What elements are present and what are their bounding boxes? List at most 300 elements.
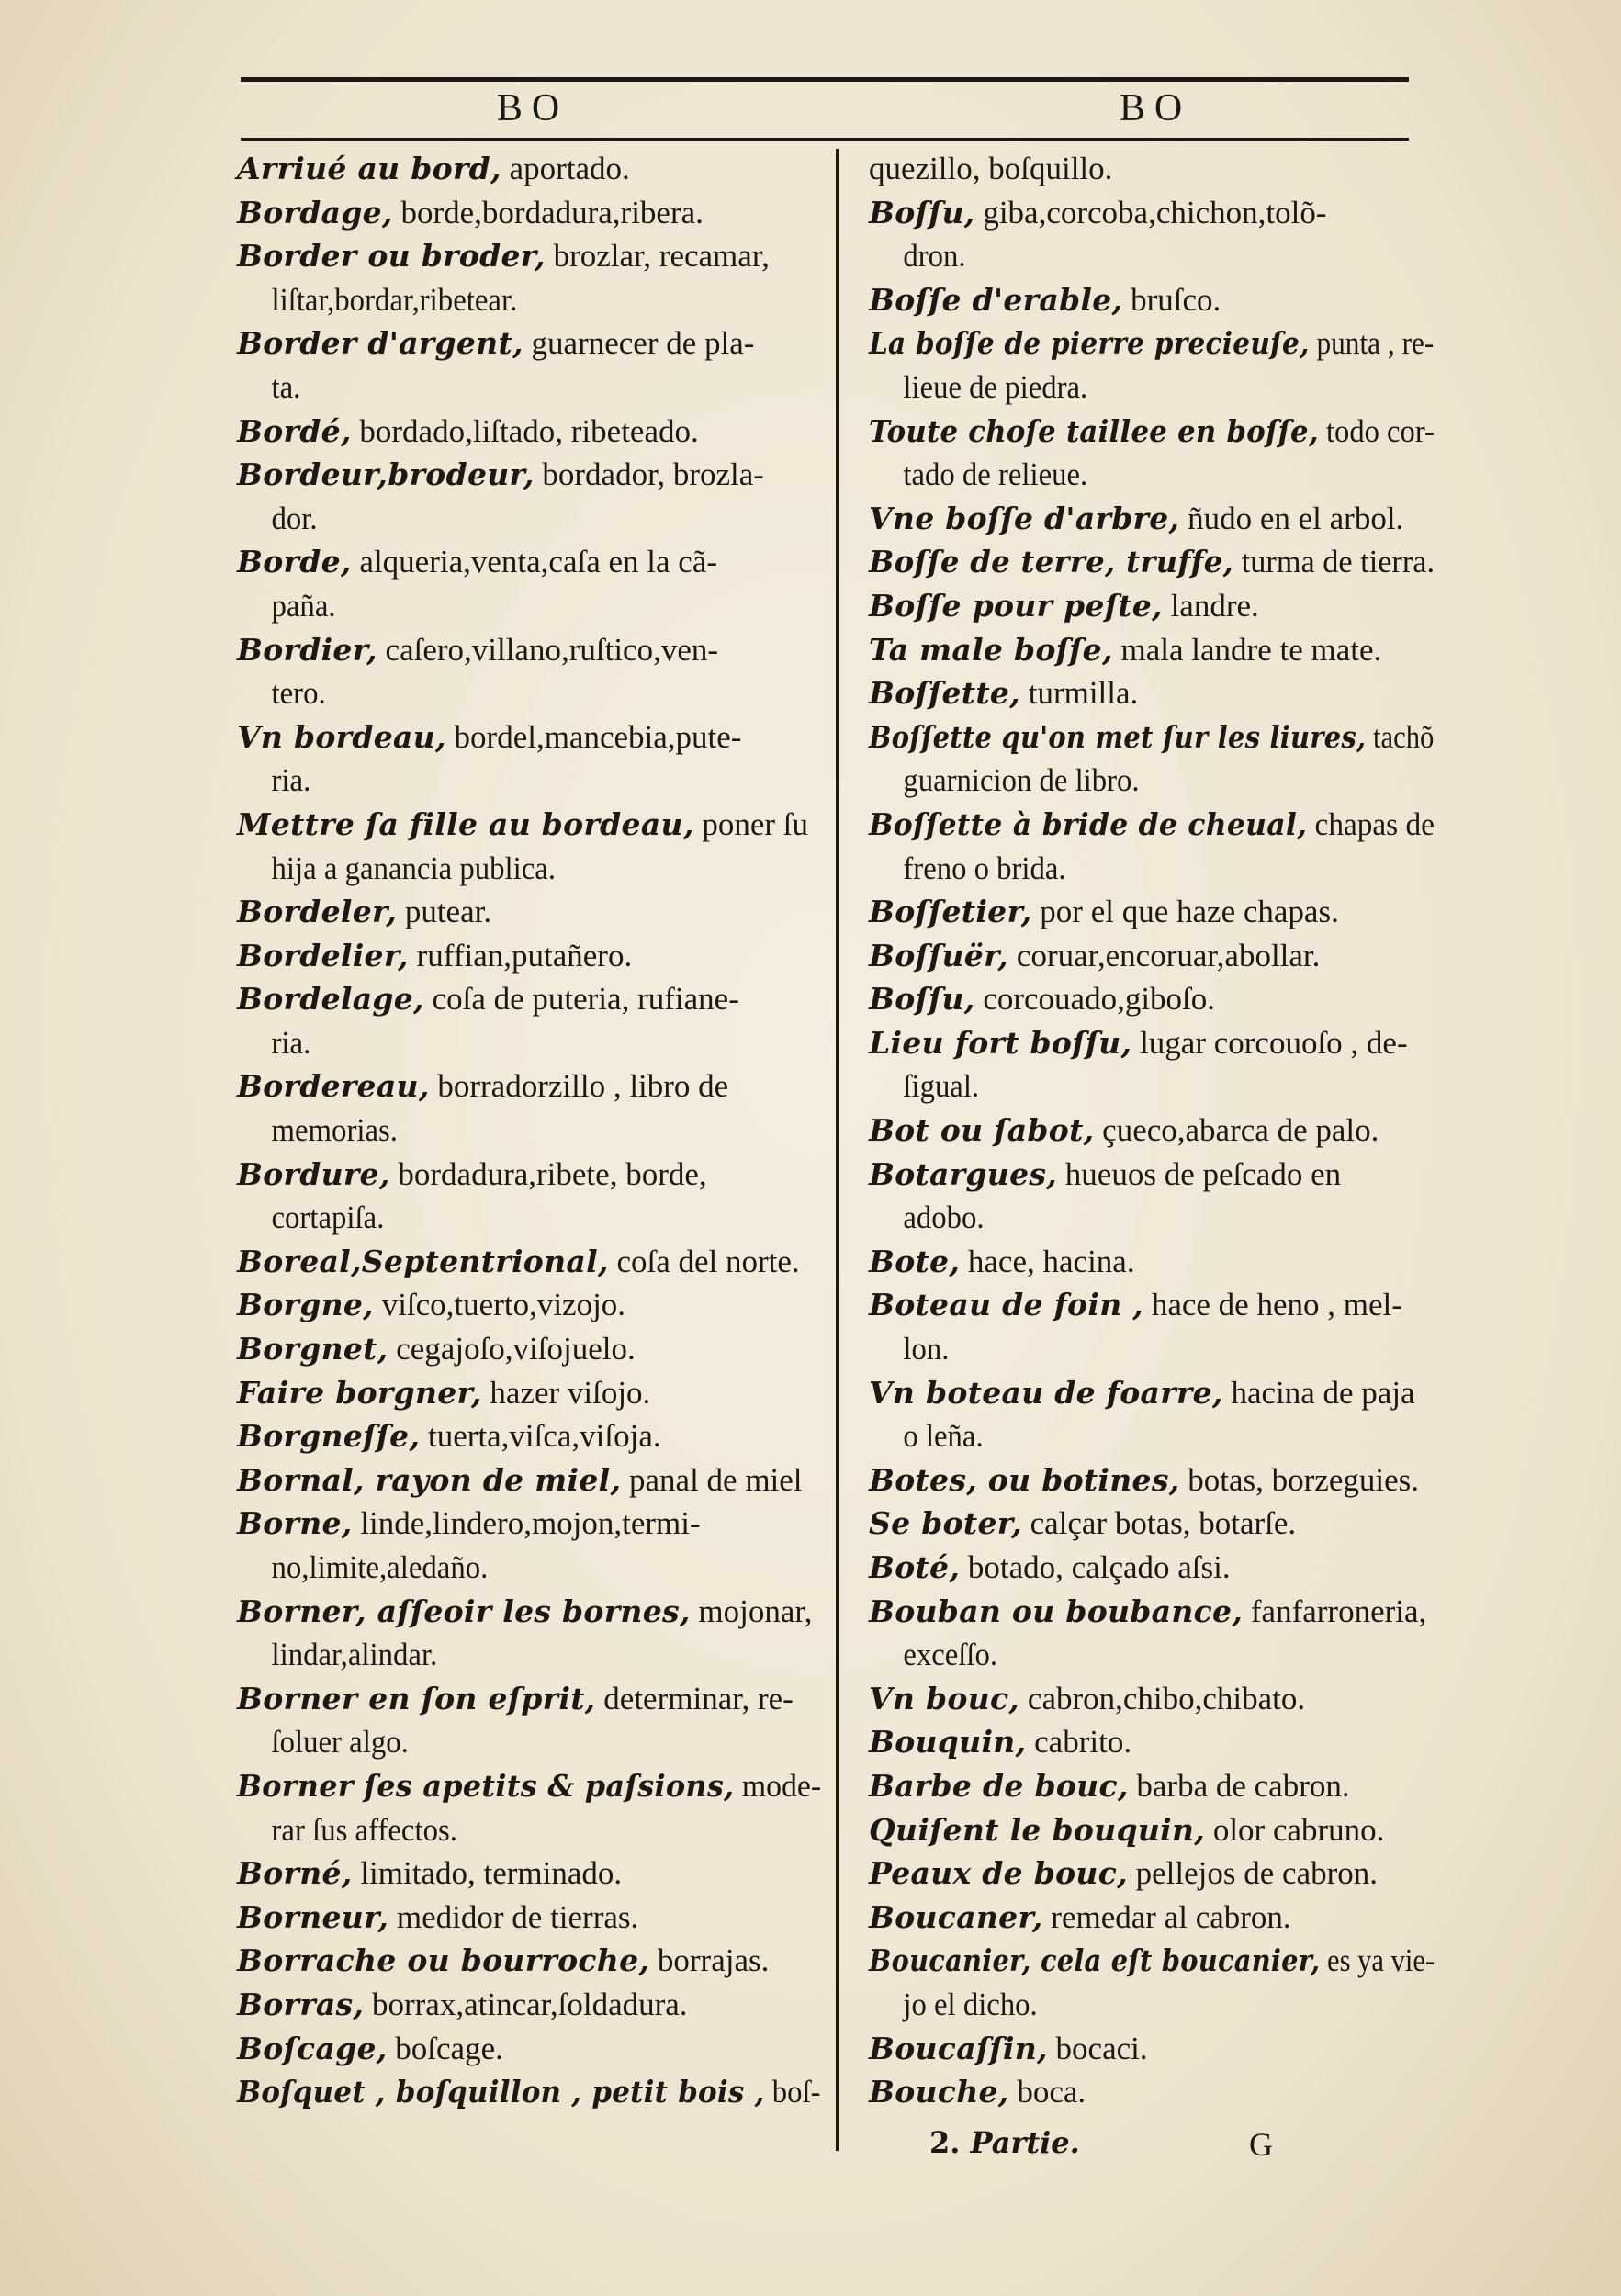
- headword: Bordelage,: [237, 981, 424, 1018]
- dictionary-entry: [237, 715, 821, 803]
- headword: Peaux de bouc,: [869, 1855, 1128, 1892]
- entry-line: [869, 147, 1435, 191]
- headword: Boſſette qu'on met ſur les liures,: [869, 718, 1367, 755]
- definition: lugar corcouoſo , de-: [1131, 1024, 1408, 1061]
- definition: punta , re-: [1309, 325, 1435, 362]
- entry-continuation: [237, 847, 784, 891]
- dictionary-entry: [237, 977, 821, 1064]
- entry-line: [869, 715, 1435, 760]
- dictionary-entry: [869, 191, 1435, 278]
- headword: Boſſe pour peſte,: [869, 587, 1163, 624]
- headword: Boſſette à bride de cheual,: [869, 805, 1308, 842]
- entry-continuation: [869, 1064, 1398, 1109]
- entry-line: [237, 410, 821, 454]
- dictionary-entry: [869, 715, 1435, 803]
- definition: ria.: [271, 762, 311, 799]
- dictionary-entry: [869, 1764, 1435, 1808]
- entry-line: [237, 1677, 821, 1721]
- entry-line: [869, 1153, 1435, 1197]
- definition: boſcage.: [387, 2030, 503, 2066]
- definition: ſoluer algo.: [271, 1724, 409, 1761]
- entry-line: [869, 321, 1435, 366]
- headword: Borgneſſe,: [237, 1418, 421, 1455]
- dictionary-entry: [869, 1371, 1435, 1458]
- definition: bruſco.: [1122, 281, 1221, 318]
- dictionary-entry: [237, 1939, 821, 1983]
- headword: Bordier,: [237, 631, 377, 668]
- definition: hija a ganancia publica.: [271, 850, 557, 886]
- headword: Borrache ou bourroche,: [237, 1942, 650, 1979]
- definition: bordador, brozla-: [534, 456, 764, 493]
- entry-continuation: [869, 759, 1398, 803]
- dictionary-entry: [237, 410, 821, 454]
- entry-continuation: [869, 1327, 1398, 1371]
- headword: Boucanier, cela eſt boucanier,: [869, 1942, 1321, 1979]
- headword: Borras,: [237, 1986, 365, 2022]
- entry-line: [869, 1939, 1435, 1983]
- entry-line: [237, 1327, 821, 1371]
- definition: çueco,abarca de palo.: [1094, 1112, 1379, 1149]
- definition: mala landre te mate.: [1112, 631, 1382, 668]
- entry-line: [869, 1240, 1435, 1284]
- running-head-left: BO: [496, 87, 569, 129]
- dictionary-entry: [869, 977, 1435, 1021]
- dictionary-entry: [869, 628, 1435, 672]
- definition: lon.: [903, 1331, 950, 1367]
- entry-line: [869, 497, 1435, 541]
- dictionary-entry: [869, 1458, 1435, 1503]
- dictionary-entry: [869, 934, 1435, 978]
- headword: Botes, ou botines,: [869, 1461, 1180, 1498]
- signature-number: 2.: [929, 2125, 961, 2160]
- definition: ta.: [271, 368, 301, 405]
- headword: Arriué au bord,: [237, 151, 501, 186]
- entry-continuation: [237, 1109, 784, 1153]
- headword: Bote,: [869, 1243, 961, 1279]
- definition: coſa del norte.: [608, 1243, 800, 1279]
- definition: ñudo en el arbol.: [1179, 500, 1404, 536]
- headword: Bordereau,: [237, 1068, 430, 1105]
- entry-line: [869, 1677, 1435, 1721]
- headword: Boucaner,: [869, 1898, 1043, 1935]
- dictionary-entry: [237, 453, 821, 540]
- headword: Bouche,: [869, 2074, 1009, 2110]
- entry-line: [869, 803, 1435, 847]
- entry-line: [237, 1283, 821, 1327]
- headword: Borner ſes apetits & paſsions,: [237, 1767, 735, 1804]
- entry-line: [237, 1939, 821, 1983]
- definition: determinar, re-: [595, 1680, 794, 1716]
- dictionary-entry: [869, 2027, 1435, 2071]
- part-label: Partie.: [970, 2125, 1080, 2160]
- definition: barba de cabron.: [1128, 1767, 1350, 1804]
- dictionary-entry: [869, 1283, 1435, 1370]
- entry-line: [869, 584, 1435, 628]
- definition: memorias.: [271, 1112, 399, 1149]
- dictionary-entry: [869, 1021, 1435, 1109]
- dictionary-entry: [237, 1896, 821, 1940]
- definition: cegajoſo,viſojuelo.: [388, 1331, 636, 1367]
- dictionary-entry: [869, 584, 1435, 628]
- definition: pellejos de cabron.: [1127, 1855, 1379, 1892]
- entry-line: [237, 2027, 821, 2071]
- headword: Boſſu,: [869, 981, 975, 1018]
- definition: hace de heno , mel-: [1143, 1287, 1402, 1323]
- entry-continuation: [237, 759, 784, 803]
- dictionary-entry: [869, 1939, 1435, 2026]
- column-divider: [836, 149, 839, 2151]
- definition: borradorzillo , libro de: [429, 1068, 729, 1105]
- headword: Bordure,: [237, 1155, 390, 1192]
- headword: Bouban ou boubance,: [869, 1593, 1244, 1629]
- headword: Boté,: [869, 1549, 961, 1585]
- headword: Borner en ſon eſprit,: [237, 1680, 596, 1716]
- definition: por el que haze chapas.: [1031, 894, 1339, 930]
- dictionary-entry: [869, 147, 1435, 191]
- definition: bocaci.: [1047, 2030, 1148, 2066]
- dictionary-entry: [869, 1808, 1435, 1852]
- headword: Toute choſe taillee en boſſe,: [869, 412, 1319, 449]
- definition: hazer viſojo.: [481, 1374, 651, 1411]
- dictionary-entry: [869, 1546, 1435, 1590]
- headword: Botargues,: [869, 1155, 1058, 1192]
- headword: Vne boſſe d'arbre,: [869, 500, 1180, 536]
- definition: botado, calçado aſsi.: [960, 1549, 1231, 1585]
- definition: coruar,encoruar,abollar.: [1008, 937, 1321, 974]
- definition: dron.: [903, 238, 966, 275]
- definition: hueuos de peſcado en: [1057, 1155, 1342, 1192]
- dictionary-entry: [237, 540, 821, 627]
- dictionary-entry: [869, 671, 1435, 715]
- entry-line: [869, 1371, 1435, 1415]
- entry-continuation: [237, 366, 784, 410]
- dictionary-entry: [237, 2070, 821, 2114]
- headword: Quiſent le bouquin,: [869, 1811, 1206, 1848]
- entry-continuation: [237, 1021, 784, 1065]
- dictionary-entry: [869, 890, 1435, 934]
- definition: cortapiſa.: [271, 1199, 385, 1236]
- dictionary-entry: [869, 2070, 1435, 2114]
- definition: panal de miel: [621, 1461, 803, 1498]
- headword: Vn bordeau,: [237, 718, 446, 755]
- definition: botas, borzeguies.: [1179, 1461, 1419, 1498]
- entry-line: [869, 934, 1435, 978]
- entry-line: [869, 671, 1435, 715]
- entry-line: [237, 1064, 821, 1109]
- entry-line: [869, 890, 1435, 934]
- dictionary-entry: [237, 1240, 821, 1284]
- definition: exceſſo.: [903, 1637, 998, 1673]
- definition: quezillo, boſquillo.: [869, 151, 1113, 186]
- headword: Boreal,Septentrional,: [237, 1243, 609, 1279]
- definition: cabron,chibo,chibato.: [1019, 1680, 1306, 1716]
- dictionary-entry: [237, 1851, 821, 1896]
- headword: Bordeler,: [237, 894, 398, 930]
- entry-line: [237, 977, 821, 1021]
- definition: mode-: [734, 1767, 822, 1804]
- entry-line: [869, 1546, 1435, 1590]
- entry-line: [237, 1896, 821, 1940]
- headword: Ta male boſſe,: [869, 631, 1113, 668]
- entry-continuation: [237, 584, 784, 628]
- definition: limitado, terminado.: [352, 1855, 623, 1892]
- dictionary-entry: [869, 1590, 1435, 1677]
- headword: Boſſuër,: [869, 937, 1009, 974]
- headword: Faire borgner,: [237, 1374, 482, 1411]
- dictionary-entry: [869, 803, 1435, 890]
- entry-line: [237, 1590, 821, 1634]
- dictionary-entry: [237, 1764, 821, 1851]
- gathering-letter: G: [1249, 2126, 1273, 2163]
- definition: freno o brida.: [903, 850, 1066, 886]
- headword: Mettre ſa fille au bordeau,: [237, 805, 694, 842]
- entry-line: [869, 2070, 1435, 2114]
- headword: Boteau de foin ,: [869, 1287, 1144, 1323]
- headword: Boſſe de terre, truffe,: [869, 544, 1234, 580]
- definition: remedar al cabron.: [1042, 1898, 1291, 1935]
- dictionary-entry: [237, 1153, 821, 1240]
- definition: dor.: [271, 500, 318, 536]
- definition: chapas de: [1307, 805, 1435, 842]
- definition: mojonar,: [690, 1593, 813, 1629]
- dictionary-entry: [869, 497, 1435, 541]
- dictionary-entry: [237, 234, 821, 321]
- dictionary-entry: [869, 321, 1435, 409]
- definition: boſ-: [764, 2074, 821, 2110]
- entry-continuation: [237, 1196, 784, 1240]
- entry-line: [869, 1808, 1435, 1852]
- entry-line: [237, 147, 821, 191]
- headword: Bordage,: [237, 194, 393, 231]
- entry-line: [237, 1983, 821, 2027]
- entry-line: [869, 628, 1435, 672]
- entry-line: [869, 977, 1435, 1021]
- dictionary-entry: [237, 147, 821, 191]
- definition: paña.: [271, 587, 336, 624]
- entry-line: [237, 2070, 821, 2114]
- entry-line: [869, 1764, 1435, 1808]
- dictionary-entry: [237, 1371, 821, 1415]
- dictionary-entry: [869, 1896, 1435, 1940]
- definition: aportado.: [501, 151, 630, 186]
- headword: Borné,: [237, 1855, 353, 1892]
- definition: alqueria,venta,caſa en la cã-: [351, 544, 718, 580]
- definition: es ya vie-: [1320, 1942, 1435, 1979]
- headword: Border d'argent,: [237, 325, 523, 362]
- entry-line: [237, 1764, 822, 1808]
- headword: La boſſe de pierre precieuſe,: [869, 325, 1310, 362]
- definition: guarnecer de pla-: [523, 325, 755, 362]
- definition: bordel,mancebia,pute-: [445, 718, 742, 755]
- left-column: [237, 147, 821, 2114]
- entry-continuation: [237, 1546, 784, 1590]
- headword: Borneur,: [237, 1898, 389, 1935]
- definition: borde,bordadura,ribera.: [392, 194, 704, 231]
- definition: tero.: [271, 675, 326, 712]
- entry-continuation: [237, 1633, 784, 1677]
- entry-line: [869, 191, 1435, 235]
- entry-continuation: [869, 1983, 1398, 2027]
- entry-line: [869, 1283, 1435, 1327]
- headword: Bouquin,: [869, 1724, 1027, 1761]
- entry-line: [237, 803, 821, 847]
- entry-line: [237, 890, 821, 934]
- headword: Bot ou ſabot,: [869, 1112, 1095, 1149]
- entry-continuation: [869, 453, 1398, 497]
- dictionary-entry: [869, 1240, 1435, 1284]
- entry-line: [869, 2027, 1435, 2071]
- headword: Border ou broder,: [237, 238, 546, 275]
- dictionary-entry: [237, 1327, 821, 1371]
- entry-line: [869, 410, 1435, 454]
- definition: todo cor-: [1318, 412, 1435, 449]
- dictionary-entry: [237, 1677, 821, 1764]
- entry-line: [237, 1414, 821, 1458]
- headword: Vn bouc,: [869, 1680, 1020, 1716]
- header-rule: [241, 138, 1409, 141]
- definition: guarnicion de libro.: [903, 762, 1140, 799]
- entry-line: [237, 453, 821, 497]
- entry-line: [869, 540, 1435, 584]
- headword: Boſcage,: [237, 2030, 388, 2066]
- headword: Boſſu,: [869, 194, 975, 231]
- dictionary-entry: [237, 1414, 821, 1458]
- definition: turma de tierra.: [1233, 544, 1435, 580]
- entry-line: [237, 715, 821, 760]
- headword: Borgnet,: [237, 1331, 388, 1367]
- definition: caſero,villano,ruſtico,ven-: [377, 631, 719, 668]
- entry-line: [869, 1109, 1435, 1153]
- definition: tado de relieue.: [903, 456, 1088, 493]
- entry-continuation: [869, 847, 1398, 891]
- headword: Borne,: [237, 1505, 353, 1542]
- definition: olor cabruno.: [1205, 1811, 1385, 1848]
- headword: Bornal, rayon de miel,: [237, 1461, 622, 1498]
- definition: hacina de paja: [1222, 1374, 1415, 1411]
- definition: medidor de tierras.: [388, 1898, 639, 1935]
- headword: Lieu fort boſſu,: [869, 1024, 1132, 1061]
- entry-continuation: [237, 671, 784, 715]
- top-rule: [241, 77, 1409, 82]
- headword: Vn boteau de foarre,: [869, 1374, 1223, 1411]
- definition: linde,lindero,mojon,termi-: [352, 1505, 701, 1542]
- entry-line: [869, 1502, 1435, 1546]
- entry-continuation: [237, 497, 784, 541]
- definition: putear.: [397, 894, 492, 930]
- headword: Boſſe d'erable,: [869, 281, 1123, 318]
- dictionary-entry: [237, 2027, 821, 2071]
- definition: turmilla.: [1019, 675, 1139, 712]
- definition: ria.: [271, 1024, 311, 1061]
- dictionary-entry: [237, 191, 821, 235]
- entry-line: [237, 191, 821, 235]
- dictionary-entry: [237, 803, 821, 890]
- headword: Boucaſſin,: [869, 2030, 1048, 2066]
- entry-line: [869, 1458, 1435, 1503]
- running-head-right: BO: [1119, 87, 1192, 129]
- page-footer: [929, 2125, 1315, 2171]
- definition: no,limite,aledaño.: [271, 1549, 489, 1585]
- entry-line: [237, 1851, 821, 1896]
- right-column: [869, 147, 1435, 2114]
- entry-continuation: [869, 1633, 1398, 1677]
- definition: hace, hacina.: [960, 1243, 1135, 1279]
- headword: Borde,: [237, 544, 352, 580]
- dictionary-entry: [869, 1502, 1435, 1546]
- headword: Barbe de bouc,: [869, 1767, 1129, 1804]
- dictionary-entry: [869, 1109, 1435, 1153]
- definition: brozlar, recamar,: [545, 238, 770, 275]
- headword: Boſſette,: [869, 675, 1020, 712]
- definition: o leña.: [903, 1418, 984, 1455]
- entry-line: [237, 1240, 821, 1284]
- headword: Se boter,: [869, 1505, 1022, 1542]
- definition: poner ſu: [693, 805, 809, 842]
- definition: lieue de piedra.: [903, 368, 1088, 405]
- definition: giba,corcoba,chichon,tolõ-: [974, 194, 1327, 231]
- definition: bordado,liſtado, ribeteado.: [351, 412, 699, 449]
- definition: liſtar,bordar,ribetear.: [271, 281, 518, 318]
- headword: Bordelier,: [237, 937, 409, 974]
- definition: calçar botas, botarſe.: [1021, 1505, 1297, 1542]
- entry-line: [869, 1590, 1435, 1634]
- definition: tuerta,viſca,viſoja.: [420, 1418, 661, 1455]
- definition: tachõ: [1366, 718, 1435, 755]
- entry-line: [237, 628, 821, 672]
- entry-line: [237, 1458, 821, 1503]
- entry-continuation: [237, 1808, 784, 1852]
- entry-line: [869, 1021, 1435, 1065]
- definition: lindar,alindar.: [271, 1637, 438, 1673]
- headword: Borgne,: [237, 1287, 374, 1323]
- entry-continuation: [237, 1720, 784, 1764]
- definition: boca.: [1008, 2074, 1086, 2110]
- dictionary-entry: [869, 1677, 1435, 1721]
- headword: Borner, aſſeoir les bornes,: [237, 1593, 691, 1629]
- headword: Bordé,: [237, 412, 352, 449]
- dictionary-entry: [237, 1590, 821, 1677]
- definition: jo el dicho.: [903, 1986, 1038, 2022]
- dictionary-entry: [237, 890, 821, 934]
- definition: ſigual.: [903, 1068, 980, 1105]
- dictionary-entry: [869, 410, 1435, 497]
- dictionary-entry: [237, 628, 821, 715]
- headword: Boſſetier,: [869, 894, 1032, 930]
- dictionary-entry: [869, 1720, 1435, 1764]
- entry-continuation: [869, 234, 1398, 278]
- entry-continuation: [237, 278, 784, 322]
- definition: ruffian,putañero.: [408, 937, 633, 974]
- entry-line: [237, 1153, 821, 1197]
- entry-line: [237, 321, 821, 366]
- dictionary-entry: [237, 1502, 821, 1589]
- definition: borrajas.: [649, 1942, 770, 1979]
- definition: corcouado,giboſo.: [974, 981, 1216, 1018]
- entry-line: [237, 540, 821, 584]
- entry-line: [237, 1502, 821, 1546]
- definition: borrax,atincar,ſoldadura.: [364, 1986, 688, 2022]
- definition: adobo.: [903, 1199, 985, 1236]
- entry-line: [869, 1720, 1435, 1764]
- entry-continuation: [869, 1414, 1398, 1458]
- definition: cabrito.: [1026, 1724, 1132, 1761]
- definition: rar ſus affectos.: [271, 1811, 457, 1848]
- dictionary-entry: [237, 1283, 821, 1327]
- dictionary-entry: [869, 278, 1435, 322]
- dictionary-entry: [237, 1983, 821, 2027]
- entry-line: [237, 934, 821, 978]
- definition: viſco,tuerto,vizojo.: [373, 1287, 626, 1323]
